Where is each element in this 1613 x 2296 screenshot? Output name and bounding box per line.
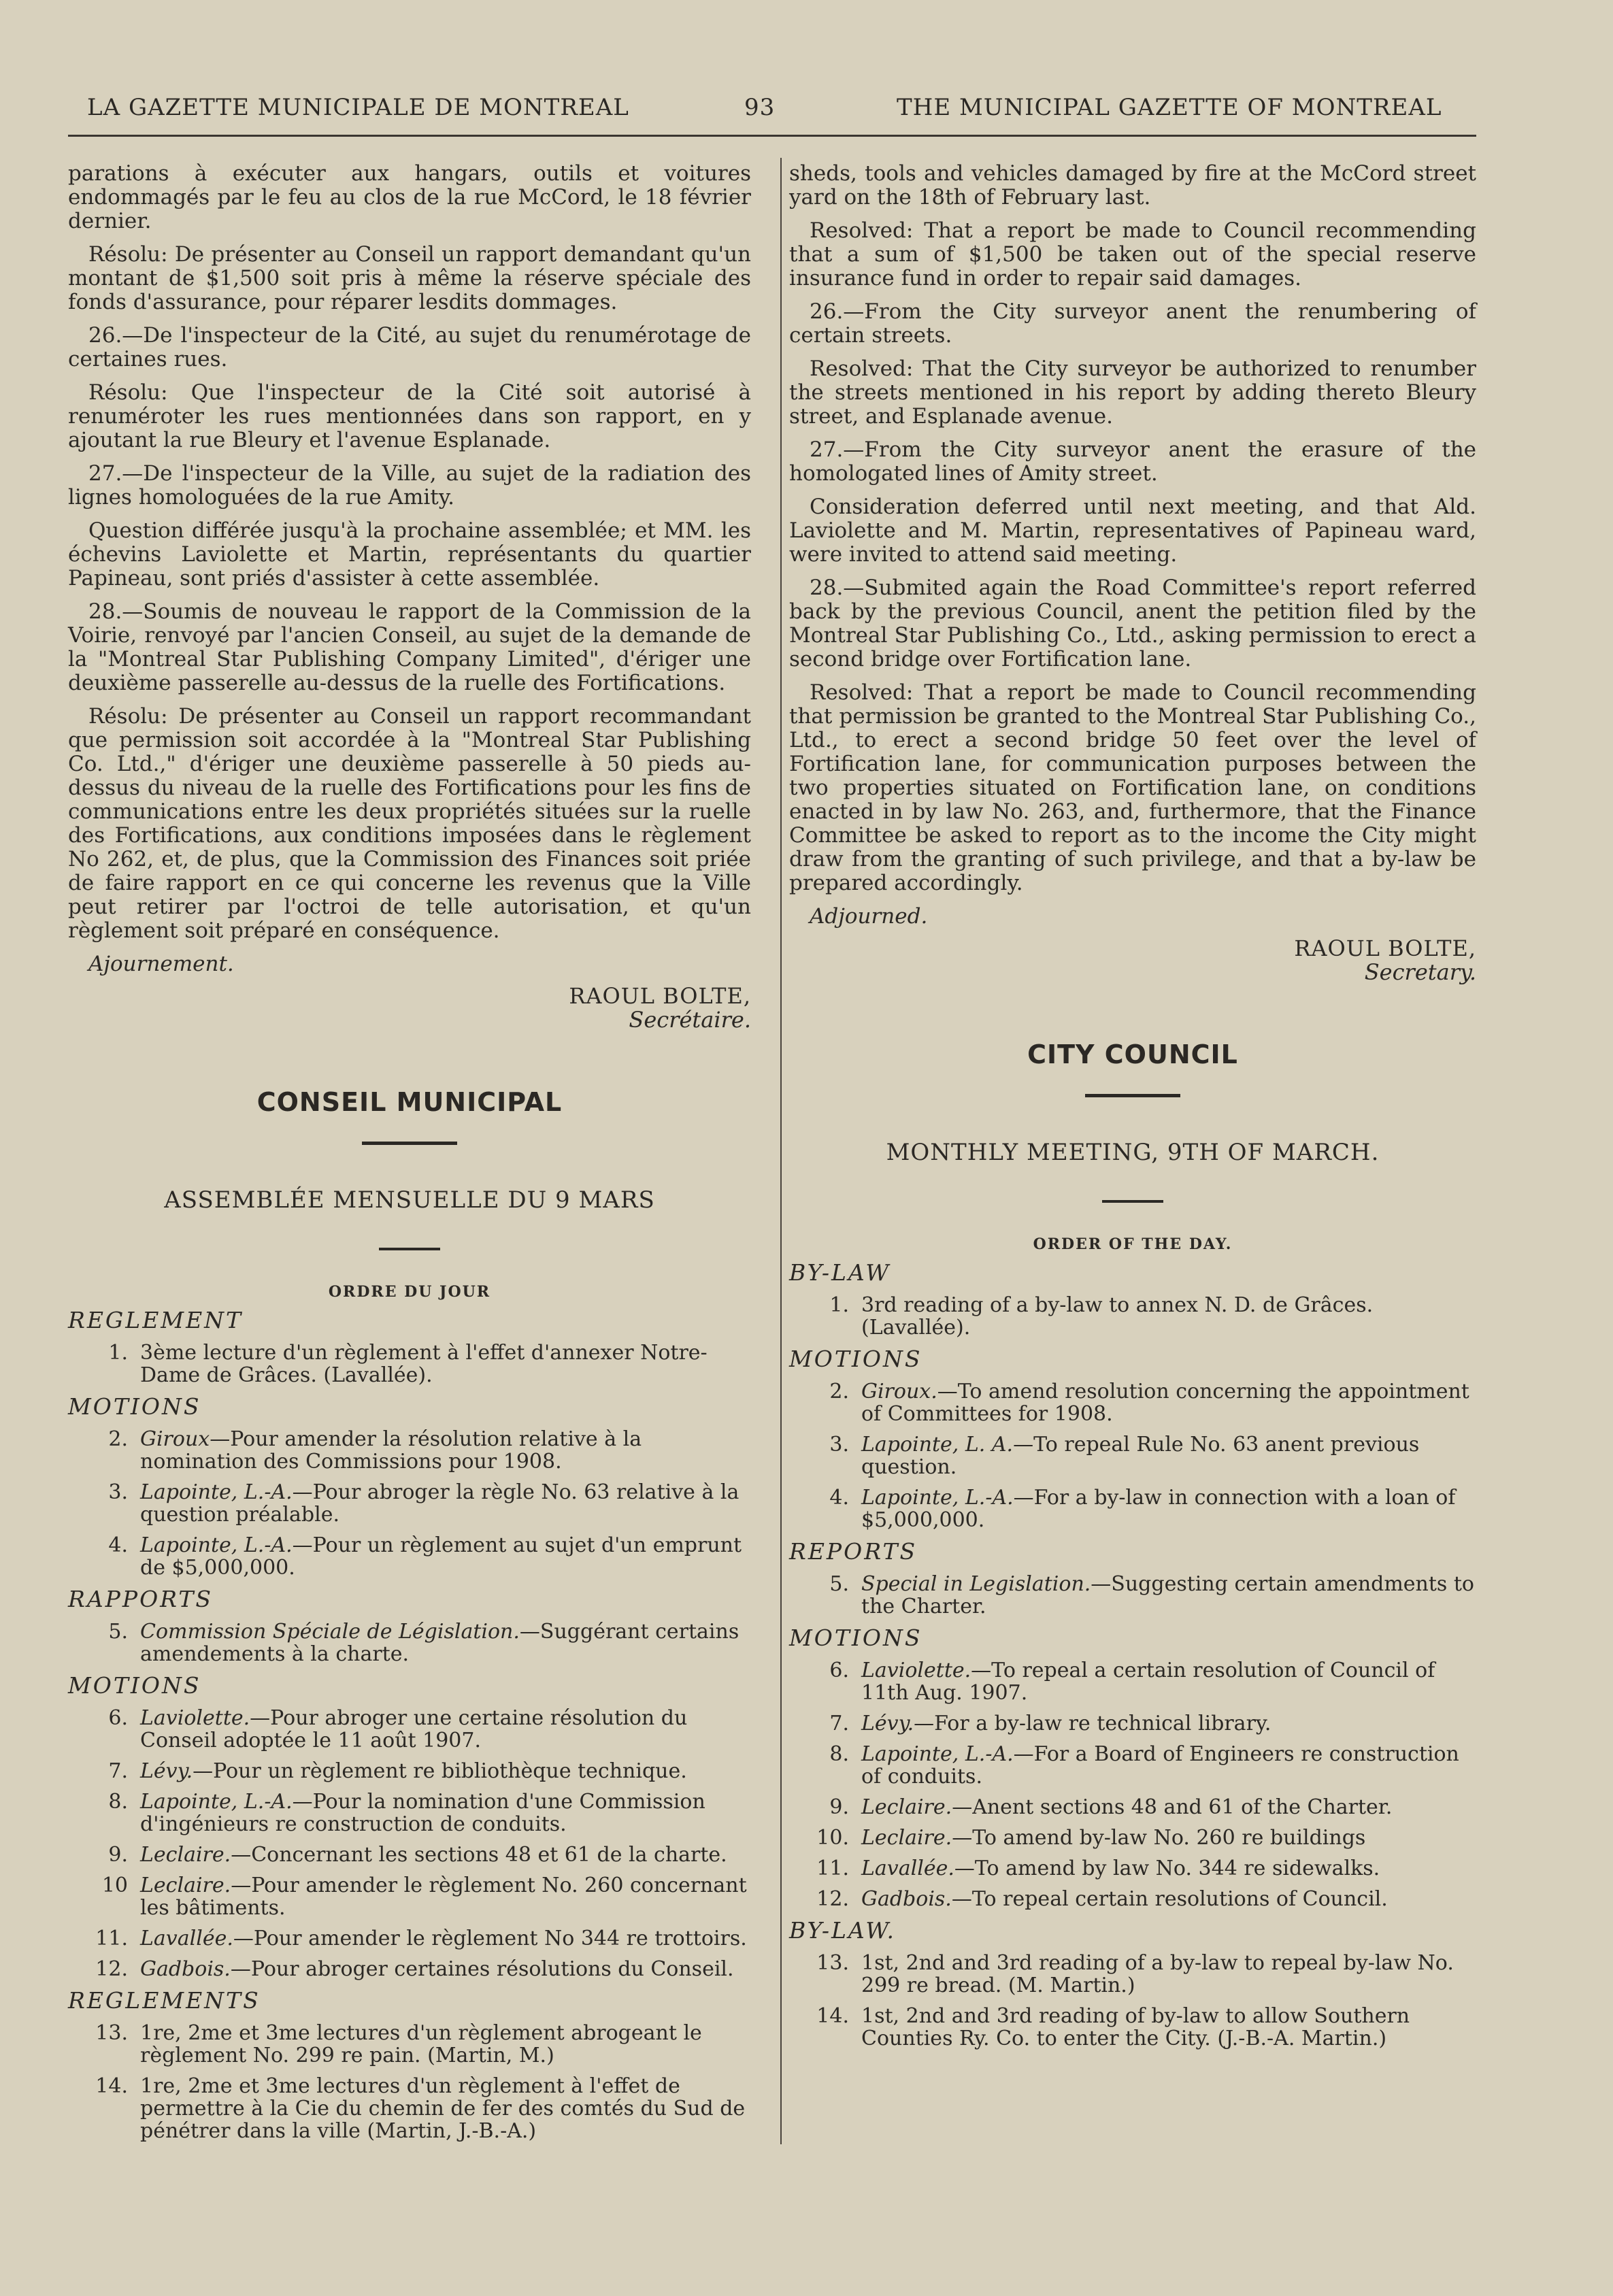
agenda-item-description: —To repeal a certain resolution of Council of 11th Aug. 1907. — [861, 1659, 1435, 1705]
agenda-item-text — [861, 1380, 1476, 1425]
header-right-title: THE MUNICIPAL GAZETTE OF MONTREAL — [897, 94, 1442, 121]
agenda-item-number: 12. — [816, 1887, 849, 1911]
agenda-item-text — [140, 2022, 751, 2067]
agenda-item-text — [140, 1342, 751, 1386]
agenda-item-description: —Pour abroger certaines résolutions du Conseil. — [230, 1957, 734, 1981]
agenda-item-number: 1. — [108, 1341, 128, 1365]
agenda-item-description: 1re, 2me et 3me lectures d'un règlement abrogeant le règlement No. 299 re pain. (Martin, M.) — [140, 2021, 702, 2067]
agenda-item — [789, 1433, 1476, 1478]
agenda-item-mover: Giroux. — [861, 1380, 937, 1403]
agenda-item — [68, 1791, 751, 1835]
agenda-item-text — [861, 1294, 1476, 1339]
agenda-item-description: —For a by-law in connection with a loan of $5,000,000. — [861, 1486, 1456, 1532]
agenda-item-text — [140, 1534, 751, 1579]
agenda-item-description: —To repeal Rule No. 63 anent previous question. — [861, 1433, 1420, 1479]
agenda-item-mover: Lapointe, L.-A. — [140, 1790, 293, 1814]
agenda-item-text — [861, 1827, 1476, 1849]
agenda-item-number: 6. — [108, 1706, 128, 1730]
agenda-item — [68, 1534, 751, 1579]
agenda-item-number: 2. — [829, 1380, 849, 1403]
agenda-item-text — [861, 1952, 1476, 1997]
agenda-item-mover: Lapointe, L. A. — [861, 1433, 1014, 1457]
adjournment: Adjourned. — [810, 904, 928, 929]
agenda-item-number: 10 — [101, 1874, 128, 1897]
agenda-item — [789, 1573, 1476, 1618]
paragraph: Resolved: That a report be made to Council recommending that a sum of $1,500 be taken out of the special reserve insurance fund in order to repair said damages. — [789, 218, 1476, 290]
agenda-item-number: 11. — [95, 1927, 128, 1950]
agenda-item-mover: Lapointe, L.-A. — [140, 1480, 293, 1504]
agenda-item-description: —Anent sections 48 and 61 of the Charter. — [952, 1795, 1393, 1819]
section-title: CITY COUNCIL — [1027, 1039, 1238, 1069]
agenda-heading: MOTIONS — [68, 1393, 201, 1420]
agenda-item — [68, 1620, 751, 1665]
agenda-item-mover: Leclaire. — [861, 1826, 952, 1850]
agenda-item-mover: Lévy. — [861, 1712, 914, 1735]
agenda-item-description: —Suggesting certain amendments to the Charter. — [861, 1572, 1474, 1618]
agenda-item-description: —Concernant les sections 48 et 61 de la charte. — [231, 1843, 727, 1867]
order-label: ORDER OF THE DAY. — [1033, 1235, 1233, 1253]
agenda-item-text — [140, 1428, 751, 1473]
agenda-item — [789, 1888, 1476, 1910]
agenda-list — [68, 1308, 751, 2142]
agenda-item-text — [861, 1888, 1476, 1910]
agenda-item-description: —To amend by-law No. 260 re buildings — [952, 1826, 1366, 1850]
agenda-item — [789, 1857, 1476, 1880]
paragraph: Résolu: De présenter au Conseil un rapport demandant qu'un montant de $1,500 soit pris à même la réserve spéciale des fonds d'assurance, pour réparer lesdits dommages. — [68, 242, 751, 314]
agenda-item-number: 8. — [108, 1790, 128, 1814]
agenda-item-number: 11. — [816, 1857, 849, 1880]
order-label: ORDRE DU JOUR — [328, 1283, 491, 1301]
agenda-item-text — [861, 1712, 1476, 1735]
agenda-item-text — [140, 1707, 751, 1752]
adjournment: Ajournement. — [88, 952, 234, 976]
agenda-item-number: 6. — [829, 1659, 849, 1682]
paragraph: 28.—Soumis de nouveau le rapport de la Commission de la Voirie, renvoyé par l'ancien Conseil, au sujet de la demande de la "Montreal Star Publishing Company Limited", d'ériger une deuxième passerelle au-dessus de la ruelle des Fortifications. — [68, 599, 751, 695]
agenda-item — [789, 1380, 1476, 1425]
agenda-item-number: 14. — [95, 2074, 128, 2098]
agenda-item-mover: Gadbois. — [140, 1957, 231, 1981]
divider — [362, 1142, 457, 1145]
agenda-item-text — [140, 1791, 751, 1835]
agenda-item-description: —Suggérant certains amendements à la charte. — [140, 1620, 739, 1666]
french-column — [68, 162, 751, 2150]
paragraph: Resolved: That the City surveyor be authorized to renumber the streets mentioned in his report by adding thereto Bleury street, and Esplanade avenue. — [789, 356, 1476, 429]
agenda-item-number: 9. — [108, 1843, 128, 1867]
agenda-item-description: —Pour abroger une certaine résolution du Conseil adoptée le 11 août 1907. — [140, 1706, 688, 1752]
agenda-item-text — [140, 1760, 751, 1782]
agenda-item-mover: Lavallée. — [140, 1927, 233, 1950]
signature-title: Secretary. — [1364, 959, 1476, 985]
agenda-item-mover: Lapointe, L.-A. — [861, 1486, 1014, 1510]
paragraph: 27.—From the City surveyor anent the erasure of the homologated lines of Amity street. — [789, 437, 1476, 486]
agenda-item-text — [861, 1573, 1476, 1618]
page-number: 93 — [744, 94, 776, 121]
agenda-item-number: 9. — [829, 1795, 849, 1819]
agenda-item-description: 3ème lecture d'un règlement à l'effet d'annexer Notre-Dame de Grâces. (Lavallée). — [140, 1341, 708, 1387]
agenda-item-text — [140, 1927, 751, 1950]
agenda-heading: RAPPORTS — [68, 1586, 214, 1612]
agenda-item-mover: Laviolette. — [140, 1706, 250, 1730]
agenda-item-description: —Pour un règlement au sujet d'un emprunt de $5,000,000. — [140, 1533, 742, 1580]
paragraph: Résolu: Que l'inspecteur de la Cité soit autorisé à renuméroter les rues mentionnées dans son rapport, en y ajoutant la rue Bleury et l'avenue Esplanade. — [68, 380, 751, 452]
agenda-item-text — [140, 2075, 751, 2142]
agenda-item-mover: Commission Spéciale de Législation. — [140, 1620, 520, 1644]
agenda-heading: MOTIONS — [789, 1346, 922, 1372]
agenda-item-number: 4. — [829, 1486, 849, 1510]
agenda-item-text — [861, 1433, 1476, 1478]
agenda-item-description: —For a by-law re technical library. — [914, 1712, 1271, 1735]
agenda-item-mover: Special in Legislation. — [861, 1572, 1091, 1596]
paragraph: 26.—De l'inspecteur de la Cité, au sujet du renumérotage de certaines rues. — [68, 323, 751, 371]
agenda-item — [68, 1927, 751, 1950]
section-title: CONSEIL MUNICIPAL — [256, 1087, 563, 1117]
agenda-item — [789, 1486, 1476, 1531]
agenda-heading: REPORTS — [789, 1538, 918, 1565]
agenda-item-description: —Pour la nomination d'une Commission d'ingénieurs re construction de conduits. — [140, 1790, 705, 1836]
agenda-item-mover: Leclaire. — [140, 1843, 231, 1867]
paragraph: Resolved: That a report be made to Council recommending that permission be granted to the Montreal Star Publishing Co., Ltd., to erect a second bridge 50 feet over the level of Fortification lane, for communication purposes between the two properties situated on Fortification lane, on conditions enacted in by law No. 263, and, furthermore, that the Finance Committee be asked to report as to the income the City might draw from the granting of such privilege, and that a by-law be prepared accordingly. — [789, 680, 1476, 895]
agenda-item — [789, 1743, 1476, 1788]
agenda-item-mover: Gadbois. — [861, 1887, 952, 1911]
agenda-item-description: 3rd reading of a by-law to annex N. D. de Grâces. (Lavallée). — [861, 1293, 1374, 1340]
agenda-heading: MOTIONS — [789, 1625, 922, 1651]
agenda-item-mover: Laviolette. — [861, 1659, 971, 1682]
agenda-heading: BY-LAW — [789, 1259, 891, 1286]
agenda-item — [68, 1707, 751, 1752]
agenda-item-mover: Lévy. — [140, 1759, 193, 1783]
agenda-item — [789, 1796, 1476, 1818]
agenda-item — [68, 2022, 751, 2067]
header-left-title: LA GAZETTE MUNICIPALE DE MONTREAL — [87, 94, 629, 121]
agenda-item-description: —For a Board of Engineers re construction of conduits. — [861, 1742, 1459, 1788]
agenda-item-description: —Pour abroger la règle No. 63 relative à la question préalable. — [140, 1480, 739, 1527]
agenda-item-text — [861, 1486, 1476, 1531]
agenda-item-number: 3. — [108, 1480, 128, 1504]
agenda-item-mover: Leclaire. — [140, 1874, 231, 1897]
agenda-item-number: 7. — [829, 1712, 849, 1735]
agenda-item — [789, 1712, 1476, 1735]
agenda-item-number: 4. — [108, 1533, 128, 1557]
agenda-item-text — [140, 1958, 751, 1980]
agenda-item-text — [861, 1857, 1476, 1880]
agenda-item-description: —Pour amender la résolution relative à la nomination des Commissions pour 1908. — [140, 1427, 642, 1474]
agenda-item-text — [861, 1743, 1476, 1788]
agenda-heading: MOTIONS — [68, 1672, 201, 1699]
agenda-item-number: 13. — [95, 2021, 128, 2045]
divider — [1102, 1200, 1163, 1203]
paragraph: 26.—From the City surveyor anent the renumbering of certain streets. — [789, 299, 1476, 348]
agenda-item-description: —To amend by law No. 344 re sidewalks. — [954, 1857, 1380, 1880]
paragraph: parations à exécuter aux hangars, outils et voitures endommagés par le feu au clos de la rue McCord, le 18 février dernier. — [68, 161, 751, 233]
agenda-item-number: 13. — [816, 1951, 849, 1975]
agenda-heading: REGLEMENTS — [68, 1987, 261, 2014]
paragraph: Résolu: De présenter au Conseil un rapport recommandant que permission soit accordée à la "Montreal Star Publishing Co. Ltd.," d'ériger une deuxième passerelle à 50 pieds au-dessus du niveau de la ruelle des Fortifications pour les fins de communications entre les deux propriétés situées sur la ruelle des Fortifications, aux conditions imposées dans le règlement No 262, et, de plus, que la Commission des Finances soit priée de faire rapport en ce qui concerne les revenus que la Ville peut retirer par l'octroi de telle autorisation, et qu'un règlement soit préparé en conséquence. — [68, 704, 751, 943]
agenda-item-number: 1. — [829, 1293, 849, 1317]
agenda-item-number: 10. — [816, 1826, 849, 1850]
agenda-item-text — [140, 1481, 751, 1526]
column-divider — [780, 158, 782, 2144]
agenda-item — [68, 1342, 751, 1386]
agenda-item — [68, 1874, 751, 1919]
agenda-item-mover: Lapointe, L.-A. — [140, 1533, 293, 1557]
agenda-list — [789, 1261, 1476, 2050]
agenda-item-description: —Pour amender le règlement No. 260 concernant les bâtiments. — [140, 1874, 747, 1920]
agenda-heading: BY-LAW. — [789, 1917, 897, 1944]
agenda-item — [789, 1952, 1476, 1997]
agenda-item-number: 8. — [829, 1742, 849, 1766]
agenda-item-text — [140, 1844, 751, 1866]
agenda-item-text — [140, 1874, 751, 1919]
agenda-heading: REGLEMENT — [68, 1307, 244, 1333]
agenda-item-text — [861, 2005, 1476, 2050]
agenda-item — [68, 1760, 751, 1782]
signature-title: Secrétaire. — [629, 1007, 751, 1033]
agenda-item-mover: Lavallée. — [861, 1857, 954, 1880]
agenda-item-text — [861, 1659, 1476, 1704]
paragraph: Consideration deferred until next meeting, and that Ald. Laviolette and M. Martin, representatives of Papineau ward, were invited to attend said meeting. — [789, 495, 1476, 567]
agenda-item — [789, 2005, 1476, 2050]
agenda-item-description: 1st, 2nd and 3rd reading of a by-law to repeal by-law No. 299 re bread. (M. Martin.) — [861, 1951, 1454, 1997]
agenda-item-number: 3. — [829, 1433, 849, 1457]
paragraph: 27.—De l'inspecteur de la Ville, au sujet de la radiation des lignes homologuées de la rue Amity. — [68, 461, 751, 510]
divider — [379, 1248, 440, 1250]
agenda-item-description: —Pour un règlement re bibliothèque technique. — [193, 1759, 687, 1783]
agenda-item — [68, 1844, 751, 1866]
agenda-item — [68, 1481, 751, 1526]
agenda-item-description: 1st, 2nd and 3rd reading of by-law to allow Southern Counties Ry. Co. to enter the City. (J.-B.-A. Martin.) — [861, 2004, 1410, 2050]
agenda-item — [68, 1428, 751, 1473]
agenda-item-description: 1re, 2me et 3me lectures d'un règlement à l'effet de permettre à la Cie du chemin de fer des comtés du Sud de pénétrer dans la ville (Martin, J.-B.-A.) — [140, 2074, 746, 2143]
english-column — [789, 162, 1476, 2058]
agenda-item-description: —To amend resolution concerning the appointment of Committees for 1908. — [861, 1380, 1469, 1426]
agenda-item-number: 7. — [108, 1759, 128, 1783]
agenda-item-number: 12. — [95, 1957, 128, 1981]
signature-name: RAOUL BOLTE, — [569, 983, 751, 1009]
signature-name: RAOUL BOLTE, — [1294, 935, 1476, 961]
divider — [1085, 1094, 1180, 1097]
agenda-item-mover: Giroux — [140, 1427, 210, 1451]
agenda-item — [68, 2075, 751, 2142]
agenda-item-mover: Lapointe, L.-A. — [861, 1742, 1014, 1766]
agenda-item-number: 5. — [829, 1572, 849, 1596]
paragraph: 28.—Submited again the Road Committee's report referred back by the previous Council, anent the petition filed by the Montreal Star Publishing Co., Ltd., asking permission to erect a second bridge over Fortification lane. — [789, 576, 1476, 671]
agenda-item-description: —To repeal certain resolutions of Council. — [951, 1887, 1388, 1911]
agenda-item-number: 14. — [816, 2004, 849, 2028]
agenda-item-description: —Pour amender le règlement No 344 re trottoirs. — [233, 1927, 747, 1950]
header-rule — [68, 135, 1476, 137]
agenda-item-number: 2. — [108, 1427, 128, 1451]
agenda-item — [789, 1827, 1476, 1849]
agenda-item — [68, 1958, 751, 1980]
agenda-item-number: 5. — [108, 1620, 128, 1644]
agenda-item-mover: Leclaire. — [861, 1795, 952, 1819]
paragraph: sheds, tools and vehicles damaged by fire at the McCord street yard on the 18th of February last. — [789, 161, 1476, 210]
agenda-item — [789, 1294, 1476, 1339]
agenda-item-text — [140, 1620, 751, 1665]
paragraph: Question différée jusqu'à la prochaine assemblée; et MM. les échevins Laviolette et Martin, représentants du quartier Papineau, sont priés d'assister à cette assemblée. — [68, 518, 751, 590]
agenda-item — [789, 1659, 1476, 1704]
meeting-title: ASSEMBLÉE MENSUELLE DU 9 MARS — [164, 1186, 655, 1214]
meeting-title: MONTHLY MEETING, 9TH OF MARCH. — [886, 1139, 1380, 1166]
agenda-item-text — [861, 1796, 1476, 1818]
